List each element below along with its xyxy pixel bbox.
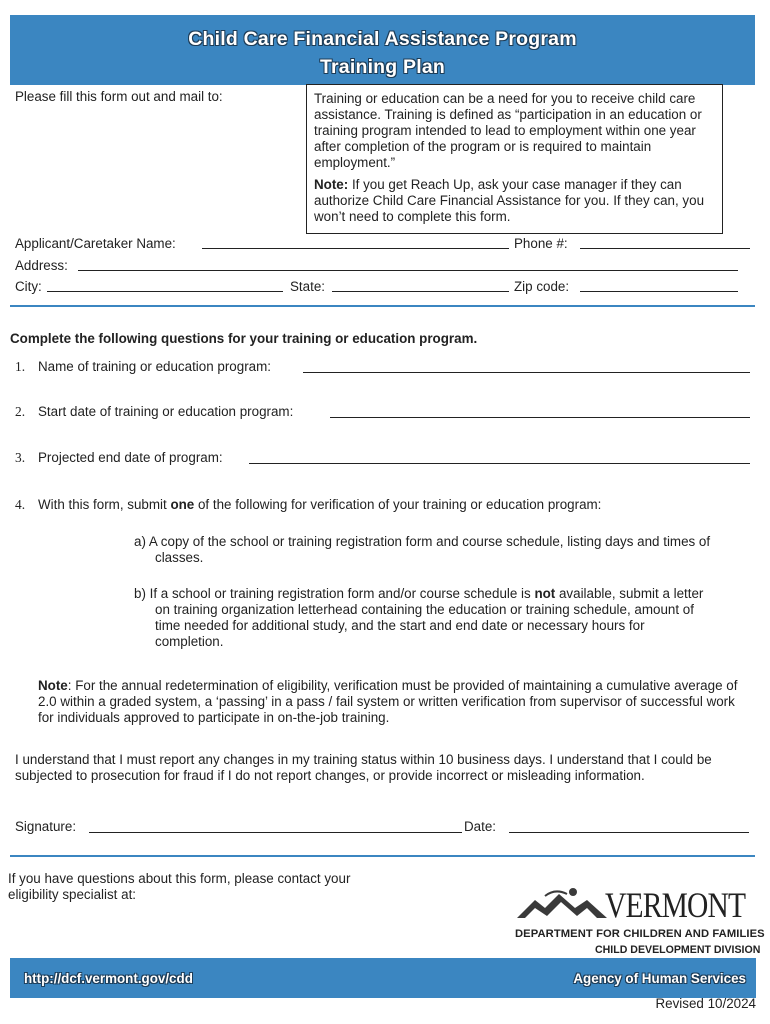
applicant-name-label: Applicant/Caretaker Name:	[15, 236, 176, 251]
q2-label: Start date of training or education program:	[38, 404, 294, 419]
eligibility-note	[38, 678, 748, 726]
agency-name: Agency of Human Services	[573, 971, 746, 986]
date-label: Date:	[464, 819, 497, 834]
phone-label: Phone #:	[514, 236, 568, 251]
signature-field[interactable]	[89, 832, 462, 833]
reach-up-note-text: If you get Reach Up, ask your case manager if they can authorize Child Care Financial Assistance for you. If they can, you won’t need to complete this form.	[314, 177, 705, 224]
q1-number: 1.	[15, 359, 26, 374]
department-name: DEPARTMENT FOR CHILDREN AND FAMILIES	[515, 928, 765, 940]
state-label: State:	[290, 279, 325, 294]
state-field[interactable]	[332, 291, 509, 292]
zip-field[interactable]	[580, 291, 738, 292]
city-field[interactable]	[47, 291, 283, 292]
address-label: Address:	[15, 258, 68, 273]
q1-label: Name of training or education program:	[38, 359, 271, 374]
reach-up-note-label: Note:	[314, 177, 349, 192]
start-date-field[interactable]	[330, 417, 750, 418]
training-definition-text: Training or education can be a need for you to receive child care assistance. Training is defined as “participation in an education or training program intended to lead to employment within one year after completion of the program or is required to maintain employment.”	[314, 91, 702, 170]
vermont-wordmark: VERMONT	[605, 885, 746, 925]
q4-bold: one	[170, 497, 195, 512]
footer-divider	[10, 855, 755, 857]
q2-number: 2.	[15, 404, 26, 419]
q4-pre: With this form, submit	[38, 497, 171, 512]
applicant-name-field[interactable]	[202, 248, 509, 249]
option-b-pre: b) If a school or training registration form and/or course schedule is	[134, 586, 535, 601]
questions-heading: Complete the following questions for your training or education program.	[10, 331, 478, 346]
agreement-text: I understand that I must report any changes in my training status within 10 business days. I understand that I could be subjected to prosecution for fraud if I do not report changes, or provide incorrect or misleading information.	[15, 752, 712, 783]
q4-post: of the following for verification of your training or education program:	[194, 497, 602, 512]
end-date-field[interactable]	[249, 463, 750, 464]
city-label: City:	[15, 279, 42, 294]
mail-to-label: Please fill this form out and mail to:	[15, 89, 223, 104]
signature-label: Signature:	[15, 819, 77, 834]
revised-date: Revised 10/2024	[655, 996, 756, 1011]
q4-label	[38, 497, 601, 512]
eligibility-note-label: Note	[38, 678, 68, 693]
vermont-mountains-icon	[515, 886, 610, 926]
form-title: Child Care Financial Assistance Program	[188, 28, 577, 50]
option-b-bold: not	[534, 586, 556, 601]
option-b-post: available, submit a letter on training organization letterhead containing the education or training schedule, amount of time needed for additional study, and the start and end date or necessary hours for completion.	[155, 586, 704, 649]
section-divider	[10, 305, 755, 307]
phone-field[interactable]	[580, 248, 750, 249]
contact-text: If you have questions about this form, please contact your eligibility specialist at:	[8, 871, 351, 902]
reach-up-note	[314, 177, 716, 225]
division-name: CHILD DEVELOPMENT DIVISION	[595, 944, 761, 956]
option-a: a) A copy of the school or training registration form and course schedule, listing days and times of classes.	[134, 534, 711, 565]
q4-number: 4.	[15, 497, 26, 512]
address-field[interactable]	[78, 270, 738, 271]
website-link[interactable]: http://dcf.vermont.gov/cdd	[24, 971, 193, 986]
q3-number: 3.	[15, 450, 26, 465]
form-subtitle: Training Plan	[319, 56, 446, 78]
eligibility-note-text: : For the annual redetermination of eligibility, verification must be provided of maintaining a cumulative average of 2.0 within a graded system, a ‘passing’ in a pass / fail system or written verification from supervisor of successful work for individuals approved to participate in on-the-job training.	[38, 678, 738, 725]
training-definition-box	[306, 84, 723, 234]
program-name-field[interactable]	[303, 372, 750, 373]
date-field[interactable]	[509, 832, 749, 833]
q3-label: Projected end date of program:	[38, 450, 223, 465]
zip-label: Zip code:	[514, 279, 570, 294]
option-b	[134, 586, 709, 650]
